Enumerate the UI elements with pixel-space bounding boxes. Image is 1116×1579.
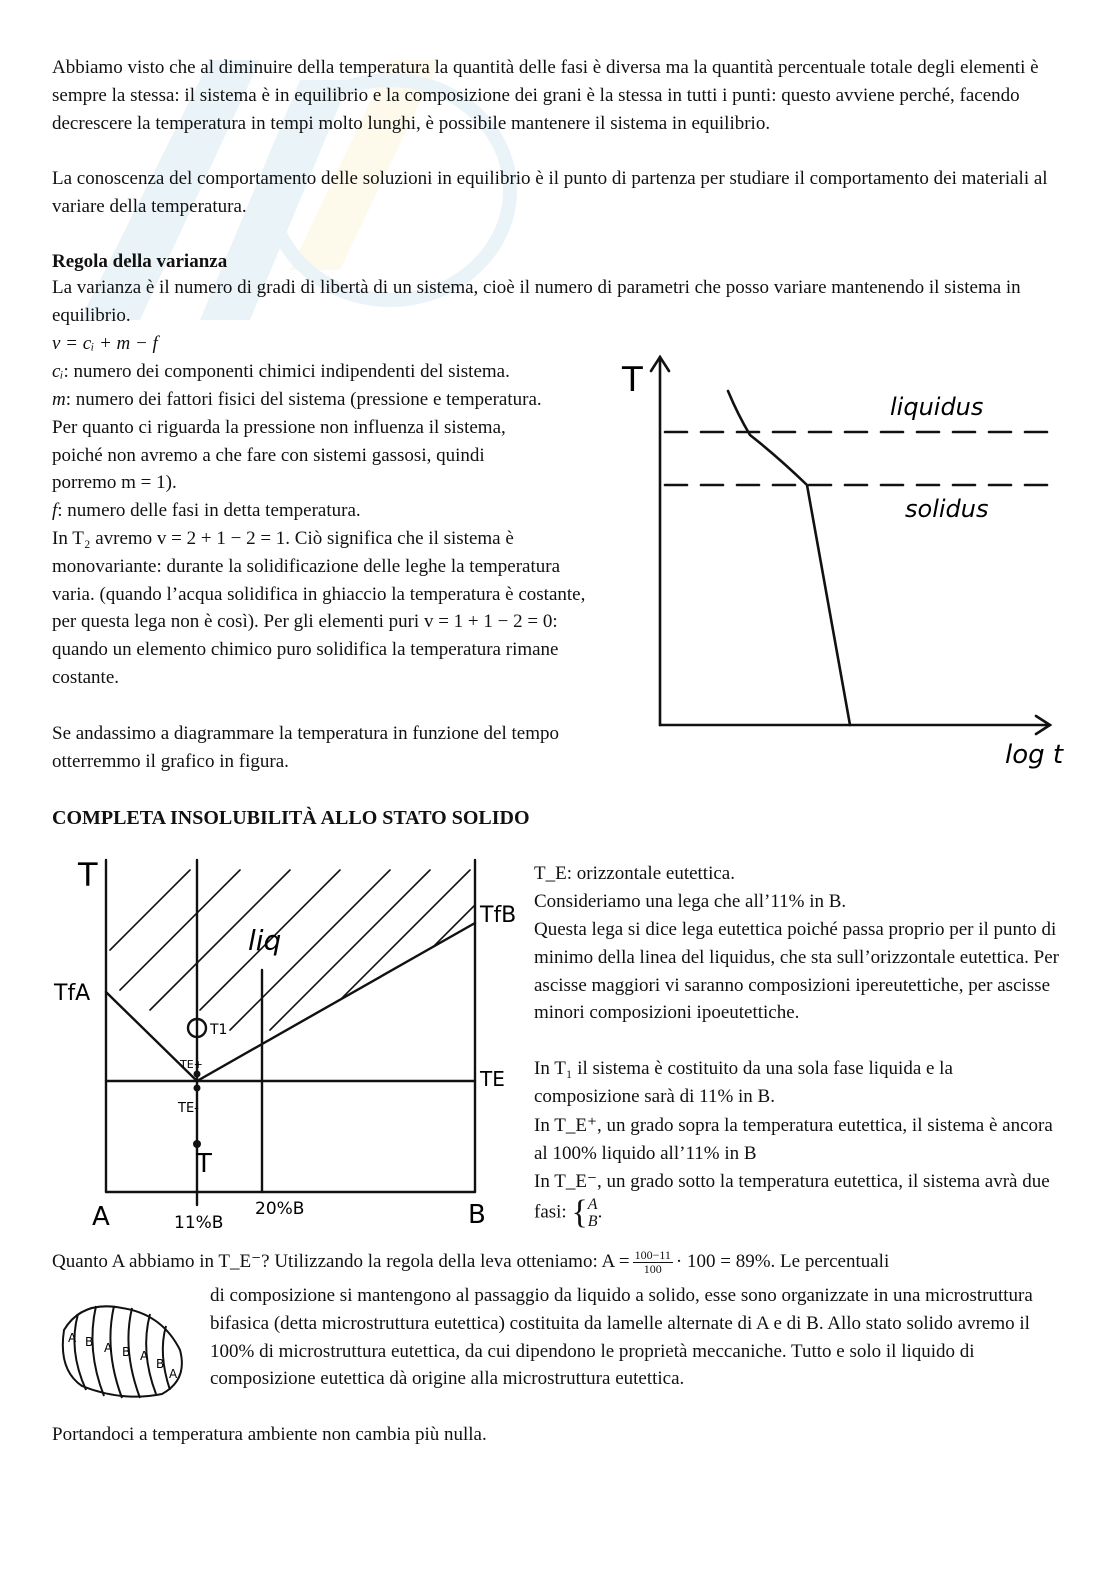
tfa-label: TfA — [54, 981, 91, 1006]
microstructure-paragraph: di composizione si mantengono al passaggio da liquido a solido, esse sono organizzate in una microstruttura bifasica (detta microstruttura eutettica) costituita da lamelle alternate di A e di B. Allo stato solido avremo il 100% di microstruttura eutettica, da cui dipendono le proprietà meccaniche. Tutto e solo il liquido di composizione eutettica dà origine alla microstruttura eutettica. — [210, 1285, 1033, 1390]
f-text: : numero delle fasi in detta temperatura. — [57, 500, 361, 521]
eutectic-alloy-description: Questa lega si dice lega eutettica poiché passa proprio per il punto di minimo della linea del liquidus, che sta sull’orizzontale eutettica. Per ascisse maggiori vi saranno composizioni ipereutettiche, per ascisse minori composizioni ipoeutettiche. — [534, 919, 1059, 1024]
t1-label: T1 — [210, 1022, 228, 1038]
b-label: B — [468, 1200, 486, 1230]
cooling-curve-figure — [600, 345, 1080, 785]
ci-text: : numero dei componenti chimici indipendenti del sistema. — [63, 361, 510, 382]
phase-a: A — [587, 1195, 598, 1213]
liquidus-curve — [106, 923, 475, 1081]
phase-diagram-figure — [50, 850, 530, 1240]
final-paragraph: Portandoci a temperatura ambiente non cambia più nulla. — [52, 1424, 487, 1445]
lamella-label: A — [169, 1367, 178, 1381]
varianza-definition: La varianza è il numero di gradi di libertà di un sistema, cioè il numero di parametri che posso variare mantenendo il sistema in equilibrio. — [52, 277, 1021, 326]
lamella-label: A — [68, 1331, 77, 1345]
lamella-line — [74, 1314, 86, 1390]
section-heading-varianza: Regola della varianza — [52, 251, 228, 272]
t1-description: In T₁ il sistema è costituito da una sola fase liquida e la composizione sarà di 11% in B. — [534, 1058, 953, 1107]
lamella-label: B — [156, 1357, 165, 1371]
eutectic-alloy-line: Consideriamo una lega che all’11% in B. — [534, 891, 847, 912]
te-plus-label: TE+ — [180, 1058, 203, 1071]
lever-rule-line — [52, 1248, 1062, 1276]
cooling-x-label: log t — [1005, 740, 1064, 770]
lamella-label: B — [85, 1335, 94, 1349]
te-minus-text: In T_E⁻, un grado sotto la temperatura eutettica, il sistema avrà due fasi: — [534, 1171, 1050, 1223]
lamella-label: A — [104, 1341, 113, 1355]
phase-system — [588, 1196, 598, 1230]
section-heading-insolubilita: COMPLETA INSOLUBILITÀ ALLO STATO SOLIDO — [52, 807, 530, 829]
cooling-curve — [728, 391, 850, 725]
lever-result: · 100 = 89%. Le percentuali — [675, 1251, 890, 1272]
solidus-label: solidus — [905, 495, 989, 523]
lever-fraction — [633, 1249, 673, 1276]
pct11-label: 11%B — [174, 1213, 224, 1233]
lever-text: Quanto A abbiamo in T_E⁻? Utilizzando la regola della leva otteniamo: A = — [52, 1251, 630, 1272]
m-symbol: m — [52, 389, 66, 410]
liquid-hatching — [110, 870, 475, 1030]
m-definition — [52, 386, 542, 497]
ci-symbol: cᵢ — [52, 361, 64, 382]
lever-denominator: 100 — [643, 1262, 662, 1277]
pct20-label: 20%B — [255, 1199, 305, 1219]
f-definition — [52, 497, 572, 525]
liquidus-label: liquidus — [890, 393, 984, 421]
tfb-label: TfB — [480, 903, 517, 928]
te-plus-description: In T_E⁺, un grado sopra la temperatura eutettica, il sistema è ancora al 100% liquido all’11% in B — [534, 1115, 1053, 1164]
lamella-label: B — [122, 1345, 131, 1359]
varianza-formula: v = cᵢ + m − f — [52, 333, 158, 354]
te-label: TE — [480, 1067, 505, 1091]
graph-intro-paragraph: Se andassimo a diagrammare la temperatura in funzione del tempo otterremmo il grafico in figura. — [52, 723, 560, 772]
a-label: A — [92, 1202, 110, 1232]
f-symbol: f — [52, 500, 58, 521]
phase-brace: { — [571, 1193, 588, 1231]
lamella-line — [92, 1306, 104, 1396]
m-text: : numero dei fattori fisici del sistema (pressione e temperatura. Per quanto ci riguarda la pressione non influenza il sistema, poiché non avremo a che fare con sistemi gassosi, quindi porremo m = 1). — [52, 389, 542, 494]
phase-b: B — [587, 1212, 598, 1230]
eutectic-lamellae-sketch — [52, 1290, 192, 1410]
t-label: T — [196, 1149, 212, 1179]
intro-paragraph-2: La conoscenza del comportamento delle soluzioni in equilibrio è il punto di partenza per studiare il comportamento dei materiali al variare della temperatura. — [52, 168, 1048, 217]
te-minus-dot — [194, 1085, 201, 1092]
t2-paragraph: In T₂ avremo v = 2 + 1 − 2 = 1. Ciò significa che il sistema è monovariante: durante la solidificazione delle leghe la temperatura varia. (quando l’acqua solidifica in ghiaccio la temperatura è costante, per questa lega non è così). Per gli elementi puri v = 1 + 1 − 2 = 0: quando un elemento chimico puro solidifica la temperatura rimane costante. — [52, 528, 586, 688]
intro-paragraph-1: Abbiamo visto che al diminuire della temperatura la quantità delle fasi è diversa ma la quantità percentuale totale degli elementi è sempre la stessa: il sistema è in equilibrio e la composizione dei grani è la stessa in tutti i punti: questo avviene perché, facendo decrescere la temperatura in tempi molto lunghi, è possibile mantenere il sistema in equilibrio. — [52, 57, 1039, 134]
te-minus-label: TE- — [178, 1101, 199, 1116]
te-minus-description: In T_E⁻, un grado sotto la temperatura eutettica, il sistema avrà due fasi: { A B . — [534, 1171, 1050, 1231]
lamella-label: A — [140, 1349, 149, 1363]
te-plus-dot — [194, 1071, 201, 1078]
lever-numerator: 100−11 — [634, 1248, 671, 1263]
te-definition: T_E: orizzontale eutettica. — [534, 863, 735, 884]
cooling-y-label: T — [622, 360, 643, 400]
ci-definition — [52, 358, 607, 386]
phase-y-label: T — [78, 856, 98, 894]
t-point-dot — [193, 1140, 201, 1148]
liq-label: liq — [248, 924, 282, 957]
